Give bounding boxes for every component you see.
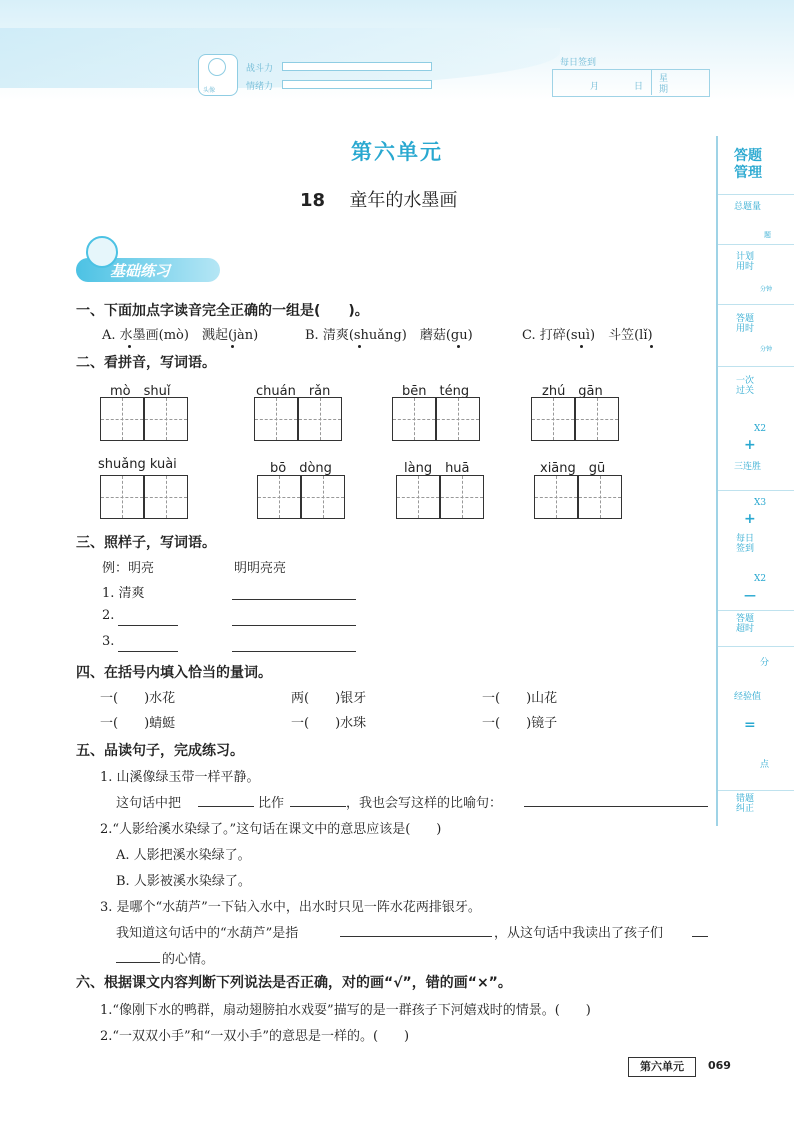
pinyin-5: shuǎng kuài xyxy=(98,457,177,472)
writing-cell[interactable] xyxy=(392,397,436,441)
checkin-box xyxy=(552,69,710,97)
q4-blank[interactable]: 两( )银牙 xyxy=(291,691,367,706)
answer-line[interactable] xyxy=(692,936,708,937)
week-label-1: 星 xyxy=(659,74,669,84)
streak-label: 三连胜 xyxy=(734,462,762,472)
week-label-2: 期 xyxy=(659,85,669,95)
writing-cell[interactable] xyxy=(578,475,622,519)
emphasis-dot xyxy=(128,345,131,348)
q4-blank[interactable]: 一( )山花 xyxy=(482,691,558,706)
answer-line[interactable] xyxy=(290,806,346,807)
answer-line[interactable] xyxy=(232,651,356,652)
q4-blank[interactable]: 一( )蜻蜓 xyxy=(100,716,176,731)
lesson-title: 童年的水墨画 xyxy=(349,190,458,211)
q3-title: 三、照样子，写词语。 xyxy=(76,535,216,551)
daily-label: 每日签到 xyxy=(736,534,755,554)
plus-icon: + xyxy=(744,437,756,453)
q3-item-1: 1. 清爽 xyxy=(102,586,145,601)
exp-label: 经验值 xyxy=(734,692,762,702)
answer-line[interactable] xyxy=(232,599,356,600)
q5-sentence-2: 2.“人影给溪水染绿了。”这句话在课文中的意思应该是( ) xyxy=(100,822,442,837)
emphasis-dot xyxy=(358,345,361,348)
equals-icon: = xyxy=(744,717,756,733)
q5-s1-part-a: 这句话中把 xyxy=(116,796,182,811)
footer-unit: 第六单元 xyxy=(628,1057,696,1077)
side-once-cell xyxy=(718,366,794,491)
side-plan-cell xyxy=(718,244,794,305)
emphasis-dot xyxy=(231,345,234,348)
overtime-label: 答题超时 xyxy=(736,614,755,634)
side-wrong-cell xyxy=(718,790,794,826)
q5-s2-option-b: B. 人影被溪水染绿了。 xyxy=(116,874,251,889)
q3-example-answer: 明明亮亮 xyxy=(234,561,287,576)
unit-title: 第六单元 xyxy=(351,140,443,164)
bar1 xyxy=(282,62,432,71)
answer-line[interactable] xyxy=(118,625,178,626)
q4-title: 四、在括号内填入恰当的量词。 xyxy=(76,665,272,681)
writing-cell[interactable] xyxy=(436,397,480,441)
wrong-label: 错题纠正 xyxy=(736,794,755,814)
writing-cell[interactable] xyxy=(575,397,619,441)
bar1-label: 战斗力 xyxy=(246,64,274,74)
q1-option-a: A. 水墨画(mò) 溅起(jàn) xyxy=(102,328,259,343)
answer-line[interactable] xyxy=(232,625,356,626)
pinyin-8: xiāng gū xyxy=(540,461,606,476)
side-title: 答题管理 xyxy=(734,148,762,181)
bar2-label: 情绪力 xyxy=(246,82,274,92)
streak-multiplier: X3 xyxy=(754,498,767,508)
q5-s2-option-a: A. 人影把溪水染绿了。 xyxy=(116,848,251,863)
q5-s3-part-b: ，从这句话中我读出了孩子们 xyxy=(494,926,664,941)
side-overtime-cell xyxy=(718,610,794,647)
once-label: 一次过关 xyxy=(736,376,755,396)
answer-line[interactable] xyxy=(116,962,160,963)
writing-cell[interactable] xyxy=(396,475,440,519)
actual-unit: 分钟 xyxy=(760,346,773,353)
q5-s1-part-b: 比作 xyxy=(258,796,285,811)
side-total-cell xyxy=(718,194,794,245)
lesson-number: 18 xyxy=(300,190,326,211)
writing-cell[interactable] xyxy=(100,397,144,441)
pinyin-1: mò shuǐ xyxy=(110,384,171,399)
q4-blank[interactable]: 一( )镜子 xyxy=(482,716,558,731)
writing-cell[interactable] xyxy=(100,475,144,519)
lesson-heading xyxy=(300,186,457,212)
emphasis-dot xyxy=(650,345,653,348)
q5-sentence-1: 1. 山溪像绿玉带一样平静。 xyxy=(100,770,260,785)
q2-title: 二、看拼音，写词语。 xyxy=(76,355,216,371)
q4-blank[interactable]: 一( )水花 xyxy=(100,691,176,706)
writing-cell[interactable] xyxy=(144,397,188,441)
emphasis-dot xyxy=(580,345,583,348)
writing-cell[interactable] xyxy=(144,475,188,519)
answer-line[interactable] xyxy=(524,806,708,807)
pinyin-6: bō dòng xyxy=(270,461,332,476)
q3-example-label: 例：明亮 xyxy=(102,561,155,576)
avatar-icon xyxy=(208,58,226,76)
point-unit: 点 xyxy=(760,760,770,770)
side-exp-cell xyxy=(718,646,794,791)
bar2 xyxy=(282,80,432,89)
day-label: 日 xyxy=(634,82,644,92)
q3-item-2: 2. xyxy=(102,608,115,623)
writing-cell[interactable] xyxy=(531,397,575,441)
plus-icon: + xyxy=(744,511,756,527)
q6-title: 六、根据课文内容判断下列说法是否正确，对的画“√”，错的画“×”。 xyxy=(76,975,512,991)
pinyin-7: làng huā xyxy=(404,461,470,476)
q6-statement-1: 1.“像刚下水的鸭群，扇动翅膀拍水戏耍”描写的是一群孩子下河嬉戏时的情景。( ) xyxy=(100,1003,591,1018)
writing-cell[interactable] xyxy=(301,475,345,519)
actual-label: 答题用时 xyxy=(736,314,755,334)
plan-unit: 分钟 xyxy=(760,286,773,293)
side-actual-cell xyxy=(718,304,794,367)
q5-s3-part-c: 的心情。 xyxy=(162,952,215,967)
answer-management-panel xyxy=(716,136,794,826)
q6-statement-2: 2.“一双双小手”和“一双小手”的意思是一样的。( ) xyxy=(100,1029,410,1044)
total-unit: 题 xyxy=(764,231,771,239)
side-streak-cell xyxy=(718,490,794,611)
pinyin-4: zhú gān xyxy=(542,384,603,399)
writing-cell[interactable] xyxy=(254,397,298,441)
pinyin-3: bēn téng xyxy=(402,384,470,399)
page-number: 069 xyxy=(708,1059,731,1072)
q5-s1-part-c: ，我也会写这样的比喻句： xyxy=(346,796,503,811)
minus-icon: — xyxy=(744,588,756,602)
q4-blank[interactable]: 一( )水珠 xyxy=(291,716,367,731)
answer-line[interactable] xyxy=(198,806,254,807)
daily-multiplier: X2 xyxy=(754,574,767,584)
plan-label: 计划用时 xyxy=(736,252,755,272)
writing-cell[interactable] xyxy=(298,397,342,441)
checkin-divider xyxy=(651,69,652,95)
q1-option-c: C. 打碎(suì) 斗笠(lǐ) xyxy=(522,328,653,343)
q1-title: 一、下面加点字读音完全正确的一组是( )。 xyxy=(76,303,369,319)
once-multiplier: X2 xyxy=(754,424,767,434)
avatar-tag: 头像 xyxy=(202,87,215,94)
writing-cell[interactable] xyxy=(257,475,301,519)
banner-text: 基础练习 xyxy=(110,262,171,280)
q5-title: 五、品读句子，完成练习。 xyxy=(76,743,244,759)
q3-item-3: 3. xyxy=(102,634,115,649)
pinyin-2: chuán rǎn xyxy=(256,384,331,399)
emphasis-dot xyxy=(457,345,460,348)
checkin-title: 每日签到 xyxy=(560,58,597,68)
answer-line[interactable] xyxy=(340,936,492,937)
month-label: 月 xyxy=(590,82,600,92)
q5-s3-part-a: 我知道这句话中的“水葫芦”是指 xyxy=(116,926,299,941)
score-unit: 分 xyxy=(760,658,770,668)
writing-cell[interactable] xyxy=(534,475,578,519)
writing-cell[interactable] xyxy=(440,475,484,519)
q1-option-b: B. 清爽(shuǎng) 蘑菇(gu) xyxy=(305,328,473,343)
answer-line[interactable] xyxy=(118,651,178,652)
total-label: 总题量 xyxy=(734,202,762,212)
q5-sentence-3: 3. 是哪个“水葫芦”一下钻入水中，出水时只见一阵水花两排银牙。 xyxy=(100,900,481,915)
